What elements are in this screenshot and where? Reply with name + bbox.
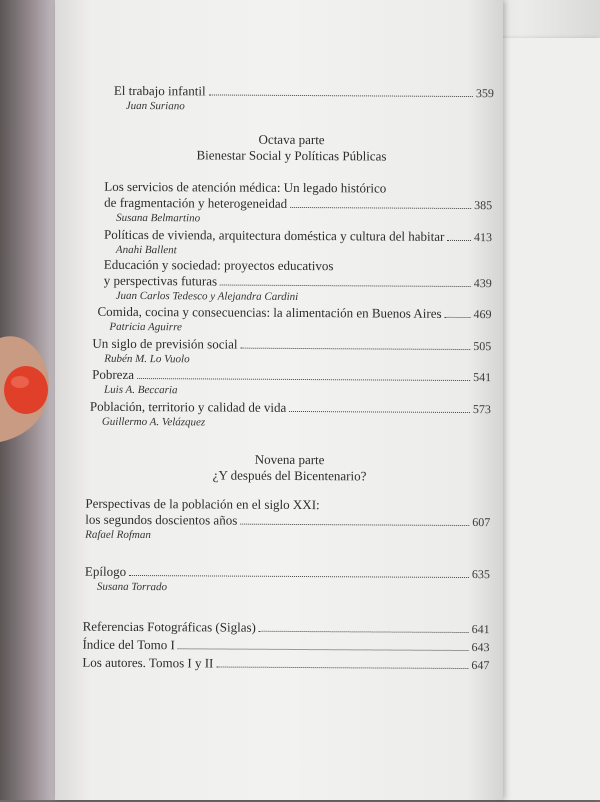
section-title: Bienestar Social y Políticas Públicas: [196, 147, 387, 164]
leader-dots: [289, 411, 470, 413]
entry-author: Rubén M. Lo Vuolo: [104, 352, 190, 366]
entry-title-line: Epílogo: [84, 563, 127, 579]
toc-entry[interactable]: [104, 179, 492, 227]
leader-dots: [240, 348, 470, 350]
toc-entry[interactable]: [97, 304, 491, 336]
entry-title-line: Un siglo de previsión social: [92, 335, 238, 352]
entry-author: Anahi Ballent: [115, 243, 177, 257]
entry-page: 469: [473, 307, 492, 322]
leader-dots: [240, 524, 469, 526]
leader-dots: [259, 631, 469, 633]
entry-page: 573: [472, 402, 491, 417]
entry-page: 359: [475, 86, 494, 101]
toc-entry[interactable]: [85, 564, 490, 596]
leader-dots: [178, 648, 469, 651]
leader-dots: [445, 317, 471, 318]
entry-page: 385: [474, 198, 493, 213]
entry-author: Luis A. Beccaria: [104, 383, 178, 397]
section-heading: [111, 131, 471, 165]
entry-author: Susana Belmartino: [116, 211, 201, 225]
entry-author: Rafael Rofman: [85, 528, 151, 542]
entry-title-line: Políticas de vivienda, arquitectura doméstica y cultura del habitar: [103, 226, 445, 244]
entry-title-line: Pobreza: [92, 366, 135, 382]
section-title: ¿Y después del Bicentenario?: [212, 467, 367, 484]
entry-page: 635: [471, 567, 490, 582]
leader-dots: [290, 207, 471, 209]
toc-entry[interactable]: [114, 83, 494, 115]
entry-page: 643: [471, 640, 490, 655]
toc-entry[interactable]: [90, 399, 491, 431]
entry-author: Guillermo A. Velázquez: [101, 415, 206, 429]
section-heading: [109, 451, 469, 485]
entry-title: El trabajo infantil: [113, 82, 206, 99]
section-label: Octava parte: [258, 131, 325, 148]
entry-title-line: de fragmentación y heterogeneidad: [104, 194, 288, 211]
entry-page: 641: [471, 622, 490, 637]
entry-title-line: Perspectivas de la población en el siglo XXI:: [85, 495, 320, 513]
entry-title-line: Población, territorio y calidad de vida: [89, 398, 287, 415]
toc-entry[interactable]: [82, 637, 489, 655]
leader-dots: [129, 575, 469, 578]
entry-author: Patricia Aguirre: [109, 320, 182, 334]
entry-title: Índice del Tomo I: [82, 636, 175, 653]
toc-entry[interactable]: [104, 227, 492, 259]
entry-page: 439: [473, 276, 492, 291]
toc-entry[interactable]: [104, 257, 492, 305]
entry-title: Los autores. Tomos I y II: [82, 654, 214, 671]
entry-page: 647: [471, 658, 490, 673]
leader-dots: [137, 378, 470, 381]
entry-page: 541: [473, 370, 492, 385]
entry-page: 607: [472, 515, 491, 530]
toc-entry[interactable]: [92, 336, 491, 368]
leader-dots: [216, 666, 468, 669]
leader-dots: [447, 240, 471, 241]
entry-title-line: los segundos doscientos años: [85, 511, 238, 528]
toc-entry[interactable]: [82, 655, 489, 673]
entry-author: Juan Suriano: [125, 99, 185, 113]
entry-title: Referencias Fotográficas (Siglas): [82, 618, 256, 635]
entry-title-line: Los servicios de atención médica: Un legado histórico: [104, 178, 387, 196]
section-label: Novena parte: [254, 451, 325, 468]
entry-author: Juan Carlos Tedesco y Alejandra Cardini: [115, 289, 299, 303]
toc-entry[interactable]: [85, 496, 490, 544]
leader-dots: [220, 285, 471, 288]
entry-author: Susana Torrado: [96, 580, 168, 594]
entry-title-line: Educación y sociedad: proyectos educativos: [103, 256, 334, 274]
toc-entry[interactable]: [92, 367, 491, 399]
toc-entry[interactable]: [83, 619, 490, 637]
entry-page: 413: [473, 230, 493, 245]
entry-title-line: Comida, cocina y consecuencias: la alimentación en Buenos Aires: [97, 303, 442, 321]
entry-page: 505: [473, 339, 492, 354]
leader-dots: [209, 94, 473, 97]
entry-title-line: y perspectivas futuras: [103, 272, 218, 289]
